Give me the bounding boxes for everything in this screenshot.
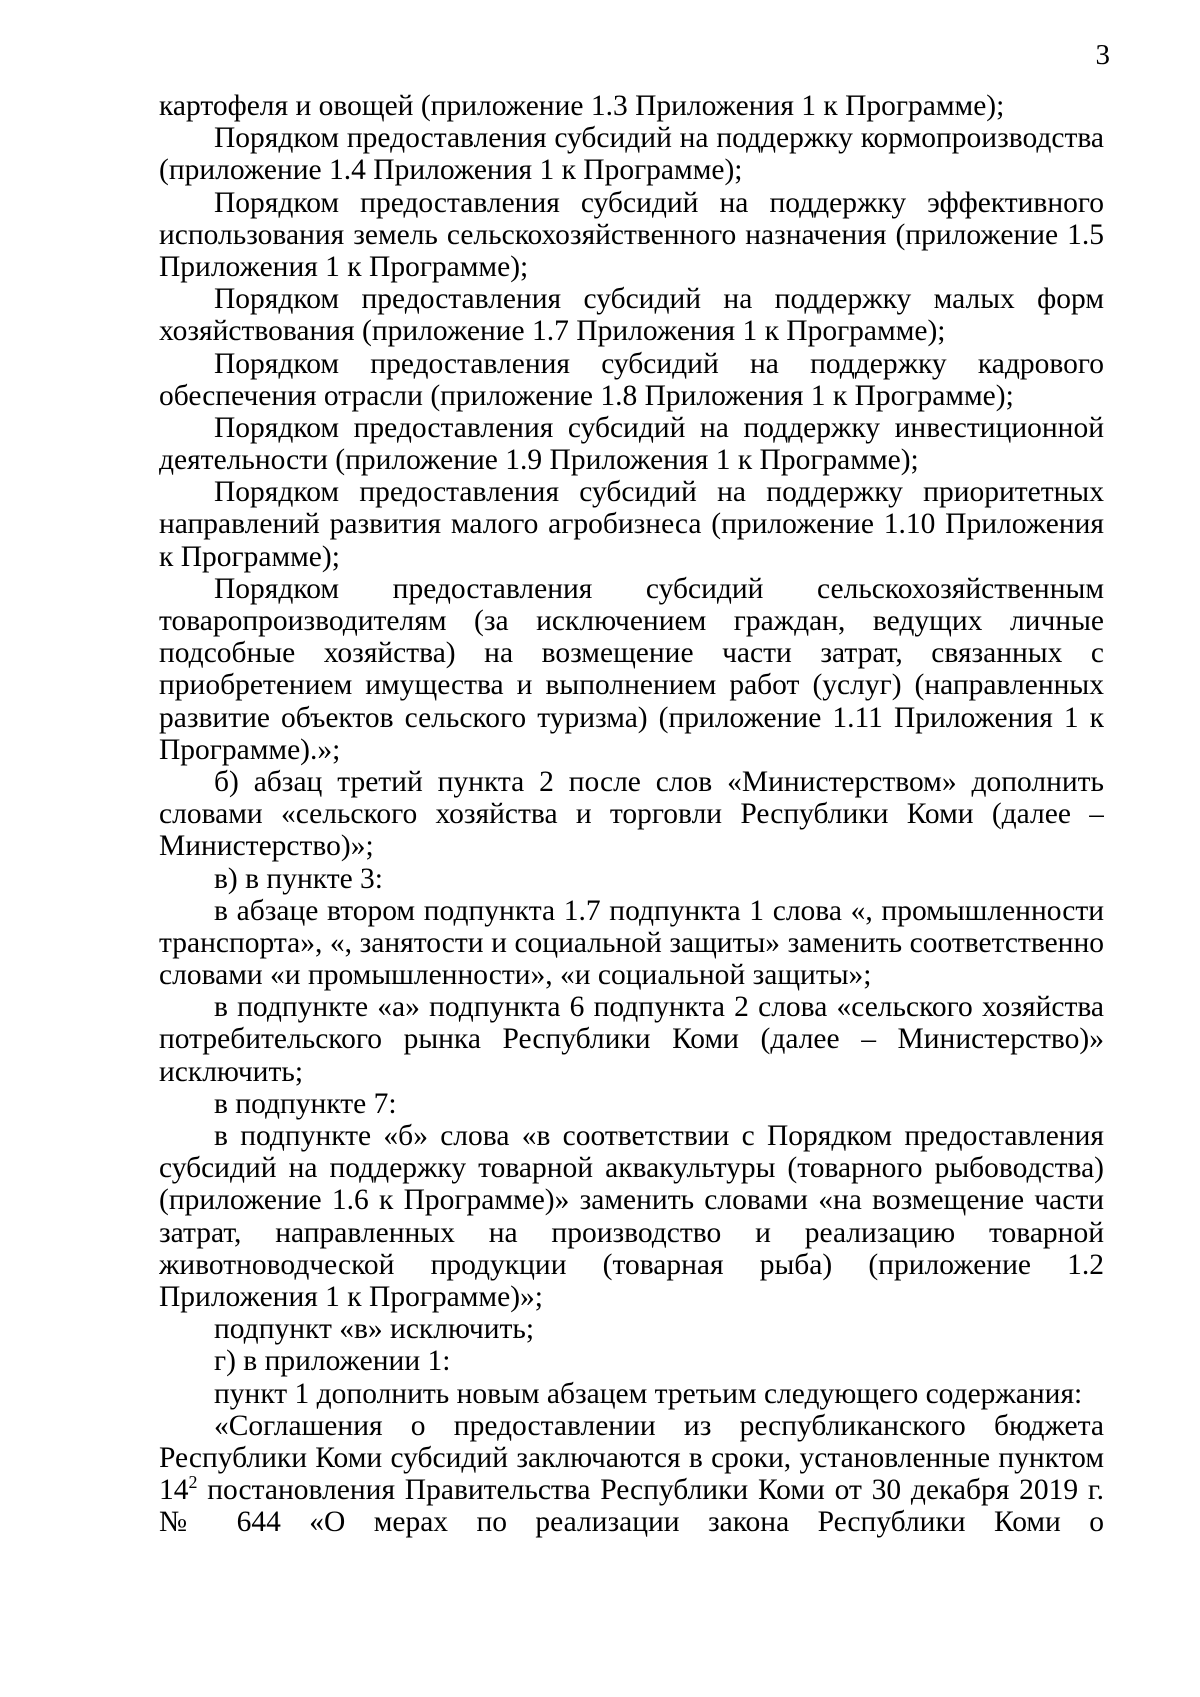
text-line: в подпункте «а» подпункта 6 подпункта 2 слова «сельского хозяйства: [214, 991, 1104, 1024]
reference-text: постановления Правительства Республики Коми от 30 декабря 2019 г.: [197, 1474, 1104, 1507]
text-line: Порядком предоставления субсидий на поддержку приоритетных: [214, 476, 1104, 509]
text-line: Приложения 1 к Программе);: [159, 250, 529, 283]
text-line: Порядком предоставления субсидий на поддержку кормопроизводства: [214, 122, 1104, 155]
text-line: направлений развития малого агробизнеса (приложение 1.10 Приложения: [159, 508, 1104, 541]
text-line: в абзаце втором подпункта 1.7 подпункта 1 слова «, промышленности: [214, 894, 1104, 927]
text-line: обеспечения отрасли (приложение 1.8 Приложения 1 к Программе);: [159, 379, 1014, 412]
text-line: Министерство)»;: [159, 830, 374, 863]
text-line: развитие объектов сельского туризма) (приложение 1.11 Приложения 1 к: [159, 701, 1104, 734]
text-line: (приложение 1.4 Приложения 1 к Программе);: [159, 154, 743, 187]
text-line: подпункт «в» исключить;: [214, 1313, 535, 1346]
text-line: словами «сельского хозяйства и торговли Республики Коми (далее –: [159, 798, 1104, 831]
text-line: хозяйствования (приложение 1.7 Приложения 1 к Программе);: [159, 315, 946, 348]
text-line: Порядком предоставления субсидий сельскохозяйственным: [214, 572, 1104, 605]
text-line: в) в пункте 3:: [214, 862, 384, 895]
text-line: пункт 1 дополнить новым абзацем третьим следующего содержания:: [214, 1377, 1083, 1410]
superscript-index: 2: [188, 1474, 198, 1493]
reference-number: 14: [159, 1474, 189, 1507]
text-line-reference: [159, 1474, 1104, 1506]
text-line: в подпункте «б» слова «в соответствии с Порядком предоставления: [214, 1120, 1104, 1152]
text-line: словами «и промышленности», «и социальной защиты»;: [159, 959, 872, 992]
text-line: субсидий на поддержку товарной аквакультуры (товарного рыбоводства): [159, 1152, 1104, 1185]
text-line: б) абзац третий пункта 2 после слов «Министерством» дополнить: [214, 765, 1104, 798]
text-line: Программе).»;: [159, 733, 341, 766]
text-line: Порядком предоставления субсидий на поддержку инвестиционной: [214, 411, 1104, 444]
document-body: [159, 90, 1104, 1538]
text-line: подсобные хозяйства) на возмещение части затрат, связанных с: [159, 637, 1104, 670]
text-line: затрат, направленных на производство и реализацию товарной: [159, 1216, 1104, 1249]
text-line: приобретением имущества и выполнением работ (услуг) (направленных: [159, 669, 1104, 702]
text-line: Порядком предоставления субсидий на поддержку малых форм: [214, 283, 1104, 316]
text-line: картофеля и овощей (приложение 1.3 Приложения 1 к Программе);: [159, 90, 1005, 122]
text-lines: [159, 90, 1104, 1474]
text-line: транспорта», «, занятости и социальной защиты» заменить соответственно: [159, 926, 1104, 959]
text-line: Республики Коми субсидий заключаются в сроки, установленные пунктом: [159, 1441, 1104, 1474]
text-line: в подпункте 7:: [214, 1087, 397, 1120]
text-line: деятельности (приложение 1.9 Приложения 1 к Программе);: [159, 444, 919, 477]
text-line: Порядком предоставления субсидий на поддержку кадрового: [214, 347, 1104, 380]
text-line: потребительского рынка Республики Коми (далее – Министерство)»: [159, 1023, 1104, 1056]
text-line: использования земель сельскохозяйственного назначения (приложение 1.5: [159, 218, 1104, 251]
text-line: (приложение 1.6 к Программе)» заменить словами «на возмещение части: [159, 1184, 1104, 1217]
text-line: г) в приложении 1:: [214, 1345, 451, 1378]
text-line: животноводческой продукции (товарная рыба) (приложение 1.2: [159, 1248, 1104, 1281]
text-line: к Программе);: [159, 540, 340, 573]
page-number: 3: [1095, 39, 1110, 71]
text-line-final: № 644 «О мерах по реализации закона Республики Коми о: [159, 1506, 1104, 1539]
text-line: «Соглашения о предоставлении из республиканского бюджета: [214, 1409, 1104, 1442]
text-line: товаропроизводителям (за исключением граждан, ведущих личные: [159, 605, 1104, 637]
text-line: Порядком предоставления субсидий на поддержку эффективного: [214, 186, 1104, 219]
text-line: Приложения 1 к Программе)»;: [159, 1280, 543, 1313]
text-line: исключить;: [159, 1055, 304, 1088]
